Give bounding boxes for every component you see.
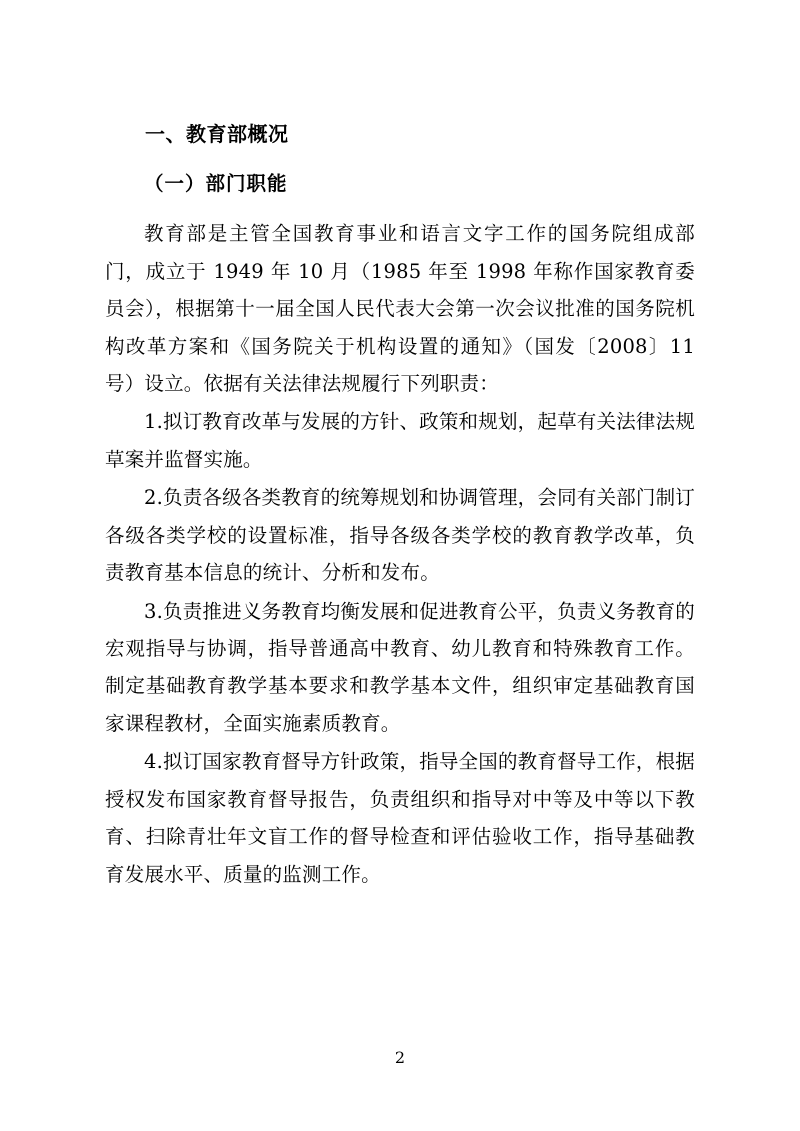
section-heading-level-2: （一）部门职能 bbox=[144, 172, 288, 195]
paragraph-intro: 教育部是主管全国教育事业和语言文字工作的国务院组成部门，成立于 1949 年 10 月（1985 年至 1998 年称作国家教育委员会），根据第十一届全国人民代表大会第一次会议批准的国务院机构改革方案和《国务院关于机构设置的通知》（国发〔2008〕11 号）设立。依据有关法律法规履行下列职责： bbox=[105, 222, 695, 395]
section-heading-level-1: 一、教育部概况 bbox=[145, 122, 289, 146]
page-number: 2 bbox=[394, 1048, 406, 1067]
paragraph-duty-3: 3.负责推进义务教育均衡发展和促进教育公平，负责义务教育的宏观指导与协调，指导普通高中教育、幼儿教育和特殊教育工作。制定基础教育教学基本要求和教学基本文件，组织审定基础教育国家课程教材，全面实施素质教育。 bbox=[105, 599, 695, 735]
paragraph-duty-2: 2.负责各级各类教育的统筹规划和协调管理，会同有关部门制订各级各类学校的设置标准，指导各级各类学校的教育教学改革，负责教育基本信息的统计、分析和发布。 bbox=[105, 486, 695, 585]
paragraph-duty-4: 4.拟订国家教育督导方针政策，指导全国的教育督导工作，根据授权发布国家教育督导报告，负责组织和指导对中等及中等以下教育、扫除青壮年文盲工作的督导检查和评估验收工作，指导基础教育发展水平、质量的监测工作。 bbox=[105, 750, 695, 886]
paragraph-duty-1: 1.拟订教育改革与发展的方针、政策和规划，起草有关法律法规草案并监督实施。 bbox=[105, 410, 695, 471]
document-body bbox=[105, 118, 695, 893]
